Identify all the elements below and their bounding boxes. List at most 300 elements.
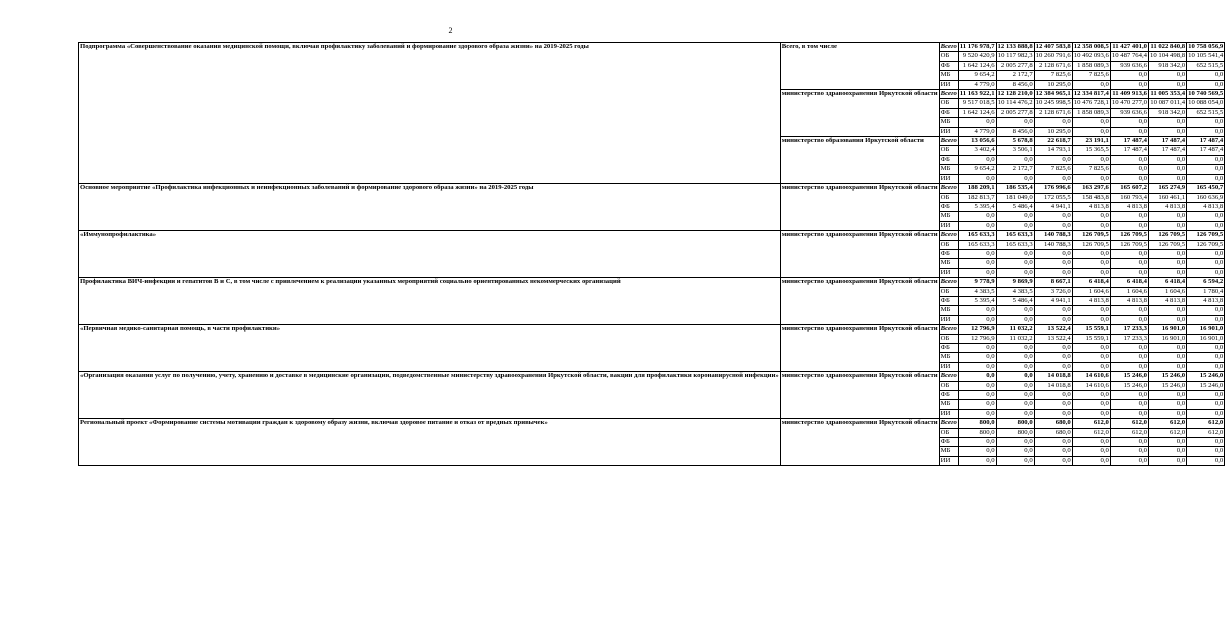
amount-cell: 11 022 840,8 xyxy=(1150,43,1186,50)
amount-cell: 9 778,9 xyxy=(958,278,996,287)
amount-cell: 12 334 817,4 xyxy=(1073,90,1109,98)
amount-cell: 0,0 xyxy=(1110,306,1148,315)
amount-cell: 11 409 913,6 xyxy=(1112,90,1147,98)
amount-cell: 0,0 xyxy=(996,447,1034,456)
amount-cell: 165 450,7 xyxy=(1187,184,1225,193)
amount-cell: 0,0 xyxy=(996,456,1034,465)
amount-cell: 0,0 xyxy=(1110,165,1148,174)
amount-cell: 1 642 124,6 xyxy=(958,61,996,70)
amount-cell: 11 005 353,4 xyxy=(1150,90,1186,98)
amount-cell: 14 610,6 xyxy=(1072,381,1110,390)
funding-source: Всего xyxy=(940,419,957,427)
amount-cell: 4 779,0 xyxy=(958,127,996,136)
funding-source: ФБ xyxy=(939,344,958,353)
amount-cell: 0,0 xyxy=(996,249,1034,258)
amount-cell: 0,0 xyxy=(1148,259,1186,268)
activity-name: «Организация оказания услуг по получению, учету, хранению и доставке в медицинские организации, подведомственные министерству здравоохранения Иркутской области, вакцин для профилактики коронавирусной инфекции» xyxy=(79,372,781,419)
amount-cell: 0,0 xyxy=(996,372,1034,381)
amount-cell: 10 260 791,6 xyxy=(1035,52,1071,60)
amount-cell: 0,0 xyxy=(1148,155,1186,164)
amount-cell: 7 825,6 xyxy=(1072,165,1110,174)
amount-cell: 3 726,0 xyxy=(1034,287,1072,296)
amount-cell: 165 633,3 xyxy=(958,231,996,240)
funding-source: МБ xyxy=(939,306,958,315)
amount-cell: 0,0 xyxy=(996,344,1034,353)
funding-source: МБ xyxy=(939,400,958,409)
amount-cell: 16 901,0 xyxy=(1148,334,1186,343)
amount-cell: 0,0 xyxy=(1072,155,1110,164)
amount-cell: 126 709,5 xyxy=(1148,240,1186,249)
amount-cell: 158 483,8 xyxy=(1072,193,1110,202)
funding-source: ОБ xyxy=(939,334,958,343)
amount-cell: 11 163 922,1 xyxy=(959,90,995,98)
amount-cell: 0,0 xyxy=(958,447,996,456)
amount-cell: 0,0 xyxy=(1148,447,1186,456)
amount-cell: 0,0 xyxy=(958,344,996,353)
funding-source: МБ xyxy=(939,212,958,221)
amount-cell: 5 395,4 xyxy=(958,202,996,211)
amount-cell: 800,0 xyxy=(958,428,996,437)
amount-cell: 0,0 xyxy=(1072,174,1110,183)
amount-cell: 2 172,7 xyxy=(996,165,1034,174)
amount-cell: 4 779,0 xyxy=(958,80,996,89)
amount-cell: 0,0 xyxy=(996,438,1034,447)
amount-cell: 0,0 xyxy=(996,315,1034,324)
amount-cell: 0,0 xyxy=(1110,456,1148,465)
amount-cell: 10 758 056,9 xyxy=(1188,43,1224,50)
amount-cell: 0,0 xyxy=(1187,447,1225,456)
amount-cell: 0,0 xyxy=(1148,71,1186,80)
funding-source: ОБ xyxy=(939,52,958,61)
amount-cell: 126 709,5 xyxy=(1148,231,1186,240)
amount-cell: 0,0 xyxy=(1187,409,1225,418)
amount-cell: 126 709,5 xyxy=(1072,240,1110,249)
amount-cell: 0,0 xyxy=(1148,249,1186,258)
amount-cell: 0,0 xyxy=(1187,221,1225,230)
amount-cell: 0,0 xyxy=(996,268,1034,277)
amount-cell: 5 678,8 xyxy=(996,137,1034,146)
amount-cell: 0,0 xyxy=(996,212,1034,221)
amount-cell: 0,0 xyxy=(958,400,996,409)
amount-cell: 0,0 xyxy=(1187,362,1225,371)
amount-cell: 612,0 xyxy=(1072,428,1110,437)
amount-cell: 0,0 xyxy=(958,212,996,221)
amount-cell: 0,0 xyxy=(1034,118,1072,127)
amount-cell: 126 709,5 xyxy=(1187,231,1225,240)
table-row xyxy=(79,419,1225,428)
amount-cell: 160 461,1 xyxy=(1148,193,1186,202)
amount-cell: 0,0 xyxy=(1034,362,1072,371)
funding-source: ОБ xyxy=(939,287,958,296)
amount-cell: 0,0 xyxy=(1034,456,1072,465)
amount-cell: 0,0 xyxy=(1110,259,1148,268)
executor-name: министерство здравоохранения Иркутской области xyxy=(780,419,939,466)
amount-cell: 16 901,0 xyxy=(1187,334,1225,343)
amount-cell: 4 813,8 xyxy=(1072,296,1110,305)
funding-source: Всего xyxy=(940,325,957,333)
amount-cell: 0,0 xyxy=(1148,344,1186,353)
funding-source: МБ xyxy=(939,353,958,362)
amount-cell: 612,0 xyxy=(1148,428,1186,437)
amount-cell: 0,0 xyxy=(996,409,1034,418)
amount-cell: 0,0 xyxy=(1148,212,1186,221)
amount-cell: 13 522,4 xyxy=(1034,334,1072,343)
amount-cell: 0,0 xyxy=(1148,438,1186,447)
funding-source: Всего xyxy=(940,137,957,145)
amount-cell: 0,0 xyxy=(1072,212,1110,221)
amount-cell: 9 520 420,9 xyxy=(958,52,996,61)
amount-cell: 140 788,3 xyxy=(1034,240,1072,249)
amount-cell: 10 105 541,4 xyxy=(1188,52,1224,60)
amount-cell: 12 128 210,0 xyxy=(997,90,1033,98)
activity-name: Профилактика ВИЧ-инфекции и гепатитов В и С, в том числе с привлечением к реализации указанных мероприятий социально ориентированных некоммерческих организаций xyxy=(79,278,781,325)
amount-cell: 800,0 xyxy=(996,419,1034,428)
amount-cell: 0,0 xyxy=(1034,409,1072,418)
page-number: 2 xyxy=(448,26,453,35)
funding-source: ОБ xyxy=(939,146,958,155)
amount-cell: 8 456,0 xyxy=(996,127,1034,136)
amount-cell: 15 246,0 xyxy=(1110,372,1148,381)
amount-cell: 6 594,2 xyxy=(1187,278,1225,287)
amount-cell: 9 654,2 xyxy=(958,165,996,174)
amount-cell: 0,0 xyxy=(1072,80,1110,89)
amount-cell: 165 274,9 xyxy=(1148,184,1186,193)
amount-cell: 17 233,3 xyxy=(1110,325,1148,334)
amount-cell: 13 056,6 xyxy=(958,137,996,146)
amount-cell: 8 667,1 xyxy=(1034,278,1072,287)
amount-cell: 11 427 401,0 xyxy=(1112,43,1147,50)
amount-cell: 0,0 xyxy=(1187,212,1225,221)
amount-cell: 0,0 xyxy=(1034,438,1072,447)
funding-source: ФБ xyxy=(939,108,958,117)
amount-cell: 0,0 xyxy=(958,438,996,447)
amount-cell: 0,0 xyxy=(1034,155,1072,164)
amount-cell: 17 487,4 xyxy=(1187,137,1225,146)
amount-cell: 0,0 xyxy=(1034,174,1072,183)
amount-cell: 10 487 764,4 xyxy=(1111,52,1147,60)
amount-cell: 0,0 xyxy=(1110,409,1148,418)
amount-cell: 612,0 xyxy=(1110,428,1148,437)
amount-cell: 0,0 xyxy=(1034,221,1072,230)
amount-cell: 17 487,4 xyxy=(1110,146,1148,155)
amount-cell: 0,0 xyxy=(1110,118,1148,127)
amount-cell: 612,0 xyxy=(1148,419,1186,428)
amount-cell: 0,0 xyxy=(1072,259,1110,268)
amount-cell: 0,0 xyxy=(1148,456,1186,465)
amount-cell: 0,0 xyxy=(1110,71,1148,80)
amount-cell: 0,0 xyxy=(1034,315,1072,324)
amount-cell: 11 032,2 xyxy=(996,334,1034,343)
amount-cell: 0,0 xyxy=(1110,221,1148,230)
amount-cell: 0,0 xyxy=(1187,400,1225,409)
amount-cell: 0,0 xyxy=(1034,447,1072,456)
amount-cell: 9 869,9 xyxy=(996,278,1034,287)
amount-cell: 2 172,7 xyxy=(996,71,1034,80)
amount-cell: 2 128 671,6 xyxy=(1034,61,1072,70)
amount-cell: 0,0 xyxy=(1110,438,1148,447)
amount-cell: 163 297,6 xyxy=(1072,184,1110,193)
amount-cell: 680,0 xyxy=(1034,419,1072,428)
amount-cell: 0,0 xyxy=(1187,80,1225,89)
amount-cell: 176 996,6 xyxy=(1034,184,1072,193)
amount-cell: 3 506,1 xyxy=(996,146,1034,155)
amount-cell: 0,0 xyxy=(1148,118,1186,127)
amount-cell: 0,0 xyxy=(958,174,996,183)
amount-cell: 1 858 089,3 xyxy=(1072,108,1110,117)
amount-cell: 1 642 124,6 xyxy=(958,108,996,117)
amount-cell: 23 191,1 xyxy=(1072,137,1110,146)
amount-cell: 0,0 xyxy=(1034,306,1072,315)
amount-cell: 0,0 xyxy=(1110,391,1148,400)
funding-source: ИИ xyxy=(939,362,958,371)
amount-cell: 0,0 xyxy=(1110,268,1148,277)
amount-cell: 0,0 xyxy=(996,155,1034,164)
amount-cell: 15 246,0 xyxy=(1148,372,1186,381)
amount-cell: 12 384 965,1 xyxy=(1035,90,1071,98)
amount-cell: 0,0 xyxy=(1072,362,1110,371)
amount-cell: 0,0 xyxy=(1148,306,1186,315)
activity-name: Основное мероприятие «Профилактика инфекционных и неинфекционных заболеваний и формирование здорового образа жизни» на 2019-2025 годы xyxy=(79,184,781,231)
amount-cell: 918 342,0 xyxy=(1148,108,1186,117)
amount-cell: 126 709,5 xyxy=(1110,231,1148,240)
amount-cell: 0,0 xyxy=(1148,174,1186,183)
amount-cell: 4 813,8 xyxy=(1072,202,1110,211)
amount-cell: 4 941,1 xyxy=(1034,296,1072,305)
amount-cell: 182 813,7 xyxy=(958,193,996,202)
amount-cell: 0,0 xyxy=(996,391,1034,400)
amount-cell: 0,0 xyxy=(1072,249,1110,258)
funding-source: ФБ xyxy=(939,438,958,447)
amount-cell: 15 559,1 xyxy=(1072,325,1110,334)
amount-cell: 0,0 xyxy=(1072,315,1110,324)
amount-cell: 0,0 xyxy=(1072,344,1110,353)
amount-cell: 0,0 xyxy=(1072,221,1110,230)
budget-table xyxy=(78,42,1225,466)
amount-cell: 165 607,2 xyxy=(1110,184,1148,193)
funding-source: МБ xyxy=(939,259,958,268)
amount-cell: 4 813,8 xyxy=(1148,202,1186,211)
amount-cell: 652 515,5 xyxy=(1187,61,1225,70)
amount-cell: 0,0 xyxy=(1148,127,1186,136)
amount-cell: 14 793,1 xyxy=(1034,146,1072,155)
funding-source: ОБ xyxy=(939,99,958,108)
table-row xyxy=(79,372,1225,381)
amount-cell: 0,0 xyxy=(1072,400,1110,409)
amount-cell: 0,0 xyxy=(1072,306,1110,315)
amount-cell: 680,0 xyxy=(1034,428,1072,437)
funding-source: ФБ xyxy=(939,61,958,70)
amount-cell: 17 487,4 xyxy=(1187,146,1225,155)
amount-cell: 0,0 xyxy=(1110,447,1148,456)
amount-cell: 10 295,0 xyxy=(1034,127,1072,136)
amount-cell: 0,0 xyxy=(1187,438,1225,447)
amount-cell: 0,0 xyxy=(1148,221,1186,230)
funding-source: ФБ xyxy=(939,249,958,258)
funding-source: Всего xyxy=(940,372,957,380)
executor-name: министерство здравоохранения Иркутской области xyxy=(780,325,939,372)
executor-name: министерство здравоохранения Иркутской области xyxy=(780,90,939,137)
amount-cell: 12 133 888,8 xyxy=(997,43,1033,50)
amount-cell: 14 610,6 xyxy=(1072,372,1110,381)
amount-cell: 0,0 xyxy=(1187,456,1225,465)
amount-cell: 140 788,3 xyxy=(1034,231,1072,240)
amount-cell: 4 813,8 xyxy=(1110,296,1148,305)
amount-cell: 0,0 xyxy=(1034,353,1072,362)
amount-cell: 10 470 277,0 xyxy=(1111,99,1147,107)
activity-name: «Первичная медико-санитарная помощь, в части профилактики» xyxy=(79,325,781,372)
executor-name: министерство здравоохранения Иркутской области xyxy=(780,372,939,419)
amount-cell: 0,0 xyxy=(1187,165,1225,174)
amount-cell: 165 633,3 xyxy=(958,240,996,249)
amount-cell: 7 825,6 xyxy=(1034,71,1072,80)
funding-source: МБ xyxy=(939,71,958,80)
amount-cell: 0,0 xyxy=(996,221,1034,230)
amount-cell: 10 492 093,6 xyxy=(1073,52,1109,60)
amount-cell: 0,0 xyxy=(1110,155,1148,164)
amount-cell: 10 117 982,3 xyxy=(997,52,1033,60)
activity-name: Региональный проект «Формирование системы мотивации граждан к здоровому образу жизни, включая здоровое питание и отказ от вредных привычек» xyxy=(79,419,781,466)
table-row xyxy=(79,231,1225,240)
amount-cell: 0,0 xyxy=(958,249,996,258)
amount-cell: 126 709,5 xyxy=(1187,240,1225,249)
funding-source: ИИ xyxy=(939,268,958,277)
amount-cell: 4 813,8 xyxy=(1148,296,1186,305)
amount-cell: 0,0 xyxy=(1187,71,1225,80)
amount-cell: 9 517 018,5 xyxy=(958,99,996,108)
funding-source: ИИ xyxy=(939,127,958,136)
amount-cell: 0,0 xyxy=(1034,344,1072,353)
amount-cell: 15 246,0 xyxy=(1187,381,1225,390)
amount-cell: 4 813,8 xyxy=(1187,296,1225,305)
amount-cell: 0,0 xyxy=(958,306,996,315)
amount-cell: 0,0 xyxy=(1148,315,1186,324)
amount-cell: 181 049,0 xyxy=(996,193,1034,202)
amount-cell: 13 522,4 xyxy=(1034,325,1072,334)
amount-cell: 0,0 xyxy=(1148,391,1186,400)
funding-source: ИИ xyxy=(939,409,958,418)
amount-cell: 0,0 xyxy=(1072,353,1110,362)
amount-cell: 800,0 xyxy=(958,419,996,428)
amount-cell: 0,0 xyxy=(1148,165,1186,174)
amount-cell: 10 740 569,5 xyxy=(1188,90,1224,98)
amount-cell: 0,0 xyxy=(1034,249,1072,258)
amount-cell: 0,0 xyxy=(1148,362,1186,371)
executor-name: министерство здравоохранения Иркутской области xyxy=(780,184,939,231)
amount-cell: 0,0 xyxy=(1187,249,1225,258)
table-row xyxy=(79,43,1225,52)
amount-cell: 4 383,5 xyxy=(958,287,996,296)
amount-cell: 7 825,6 xyxy=(1034,165,1072,174)
funding-source: ОБ xyxy=(939,193,958,202)
amount-cell: 0,0 xyxy=(996,174,1034,183)
funding-source: ФБ xyxy=(939,202,958,211)
amount-cell: 17 487,4 xyxy=(1148,146,1186,155)
amount-cell: 0,0 xyxy=(996,400,1034,409)
amount-cell: 0,0 xyxy=(1187,353,1225,362)
amount-cell: 15 365,5 xyxy=(1072,146,1110,155)
funding-source: ОБ xyxy=(939,381,958,390)
amount-cell: 17 487,4 xyxy=(1110,137,1148,146)
amount-cell: 0,0 xyxy=(1034,268,1072,277)
amount-cell: 4 383,5 xyxy=(996,287,1034,296)
activity-name: Подпрограмма «Совершенствование оказания медицинской помощи, включая профилактику заболеваний и формирование здорового образа жизни» на 2019-2025 годы xyxy=(79,43,781,184)
amount-cell: 15 246,0 xyxy=(1148,381,1186,390)
amount-cell: 0,0 xyxy=(1187,174,1225,183)
amount-cell: 0,0 xyxy=(1072,391,1110,400)
amount-cell: 188 209,1 xyxy=(958,184,996,193)
amount-cell: 1 858 089,3 xyxy=(1072,61,1110,70)
amount-cell: 0,0 xyxy=(958,221,996,230)
table-row xyxy=(79,278,1225,287)
amount-cell: 12 407 583,8 xyxy=(1035,43,1071,50)
amount-cell: 0,0 xyxy=(1072,438,1110,447)
amount-cell: 5 395,4 xyxy=(958,296,996,305)
activity-name: «Иммунопрофилактика» xyxy=(79,231,781,278)
amount-cell: 10 245 998,5 xyxy=(1035,99,1071,107)
amount-cell: 0,0 xyxy=(1110,80,1148,89)
amount-cell: 0,0 xyxy=(996,306,1034,315)
funding-source: МБ xyxy=(939,447,958,456)
amount-cell: 0,0 xyxy=(1072,268,1110,277)
amount-cell: 14 018,8 xyxy=(1034,372,1072,381)
amount-cell: 10 088 054,0 xyxy=(1188,99,1224,107)
amount-cell: 0,0 xyxy=(958,155,996,164)
amount-cell: 0,0 xyxy=(1110,353,1148,362)
amount-cell: 0,0 xyxy=(1072,409,1110,418)
amount-cell: 2 128 671,6 xyxy=(1034,108,1072,117)
amount-cell: 0,0 xyxy=(1110,212,1148,221)
amount-cell: 0,0 xyxy=(996,362,1034,371)
amount-cell: 15 246,0 xyxy=(1187,372,1225,381)
amount-cell: 4 813,8 xyxy=(1187,202,1225,211)
amount-cell: 918 342,0 xyxy=(1148,61,1186,70)
amount-cell: 15 559,1 xyxy=(1072,334,1110,343)
amount-cell: 0,0 xyxy=(1110,127,1148,136)
amount-cell: 10 087 011,4 xyxy=(1150,99,1186,107)
amount-cell: 0,0 xyxy=(958,362,996,371)
amount-cell: 17 487,4 xyxy=(1148,137,1186,146)
funding-source: ИИ xyxy=(939,456,958,465)
amount-cell: 612,0 xyxy=(1072,419,1110,428)
amount-cell: 0,0 xyxy=(1187,118,1225,127)
funding-source: Всего xyxy=(940,90,957,98)
amount-cell: 17 233,3 xyxy=(1110,334,1148,343)
amount-cell: 0,0 xyxy=(1148,80,1186,89)
executor-name: министерство здравоохранения Иркутской области xyxy=(780,278,939,325)
amount-cell: 165 633,3 xyxy=(996,231,1034,240)
amount-cell: 1 604,6 xyxy=(1072,287,1110,296)
amount-cell: 0,0 xyxy=(1110,249,1148,258)
amount-cell: 939 636,6 xyxy=(1110,61,1148,70)
funding-source: МБ xyxy=(939,118,958,127)
amount-cell: 0,0 xyxy=(1187,127,1225,136)
funding-source: ФБ xyxy=(939,155,958,164)
amount-cell: 0,0 xyxy=(1148,268,1186,277)
funding-source: МБ xyxy=(939,165,958,174)
amount-cell: 12 358 008,5 xyxy=(1073,43,1109,50)
amount-cell: 0,0 xyxy=(1148,353,1186,362)
amount-cell: 0,0 xyxy=(1110,400,1148,409)
amount-cell: 0,0 xyxy=(1148,400,1186,409)
amount-cell: 939 636,6 xyxy=(1110,108,1148,117)
amount-cell: 0,0 xyxy=(1187,259,1225,268)
amount-cell: 12 796,9 xyxy=(958,325,996,334)
amount-cell: 1 780,4 xyxy=(1187,287,1225,296)
amount-cell: 612,0 xyxy=(1187,428,1225,437)
amount-cell: 0,0 xyxy=(1187,344,1225,353)
amount-cell: 11 032,2 xyxy=(996,325,1034,334)
amount-cell: 0,0 xyxy=(1072,127,1110,136)
